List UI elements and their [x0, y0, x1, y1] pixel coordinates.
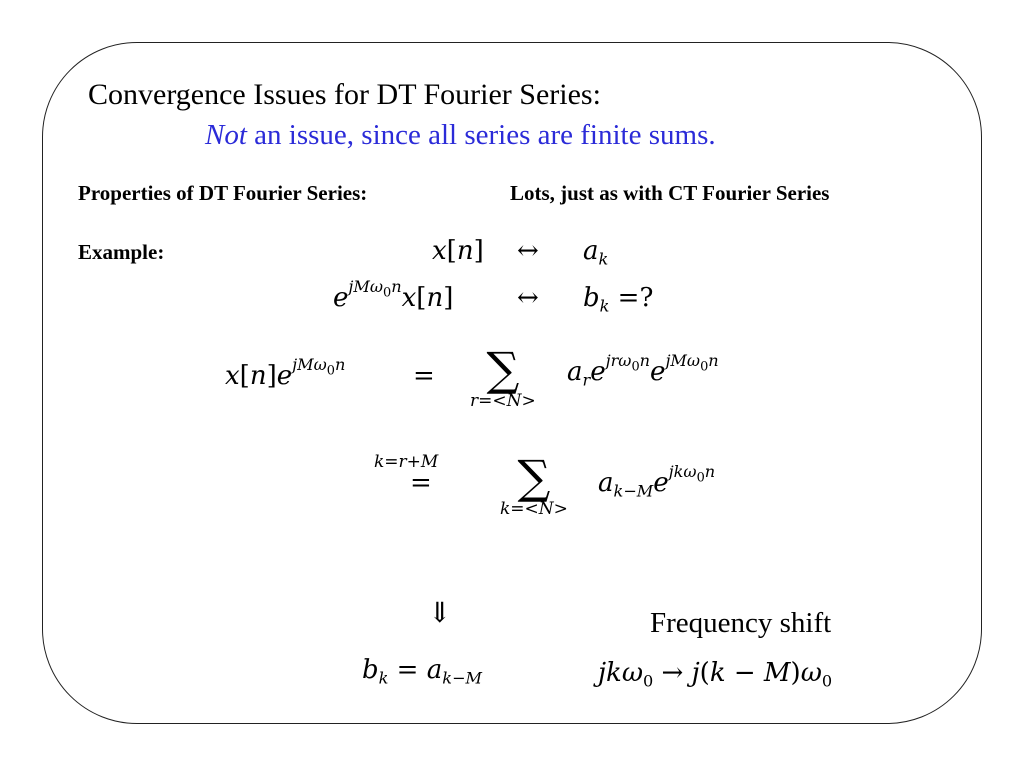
subtitle-emphasis: Not: [205, 119, 247, 151]
equation-pair-1: x[n]: [432, 236, 484, 266]
result-equation: $b_k = a_{k-M}$: [362, 655, 483, 688]
properties-label: Properties of DT Fourier Series:: [78, 181, 368, 205]
slide-subtitle: [205, 119, 716, 152]
substitution-label: k=r+M: [374, 452, 439, 472]
equation-rhs-2: $b_k$ =?: [583, 283, 654, 316]
properties-value: Lots, just as with CT Fourier Series: [510, 181, 830, 205]
implies-arrow: ⇓: [428, 596, 452, 629]
summation-4: ∑ k=<N>: [500, 450, 568, 519]
equation-arrow-2: ↔: [517, 283, 539, 313]
equation-equals-3: =: [413, 361, 435, 391]
equation-arrow-1: ↔: [517, 236, 539, 266]
equation-lhs-3: $x[n]e^{jM\omega_0n}$: [225, 355, 346, 391]
subtitle-text: an issue, since all series are finite sums.: [246, 119, 716, 151]
frequency-shift-label: Frequency shift: [650, 607, 832, 639]
summation-3: ∑ r=<N>: [470, 342, 536, 411]
equation-rhs-3: $a_re^{jr\omega_0n}e^{jM\omega_0n}$: [567, 351, 719, 390]
equation-rhs-1: $a_k$: [583, 236, 609, 269]
frequency-shift-equation: $jk\omega_0 \to j(k - M)\omega_0$: [598, 658, 833, 691]
equation-pair-2: $e^{jM\omega_0n}x[n]$: [333, 277, 454, 313]
equation-equals-4: =: [410, 468, 432, 498]
example-label: Example:: [78, 240, 165, 264]
slide-title: Convergence Issues for DT Fourier Series:: [88, 78, 601, 111]
equation-rhs-4: $a_{k-M}e^{jk\omega_0n}$: [598, 462, 716, 501]
